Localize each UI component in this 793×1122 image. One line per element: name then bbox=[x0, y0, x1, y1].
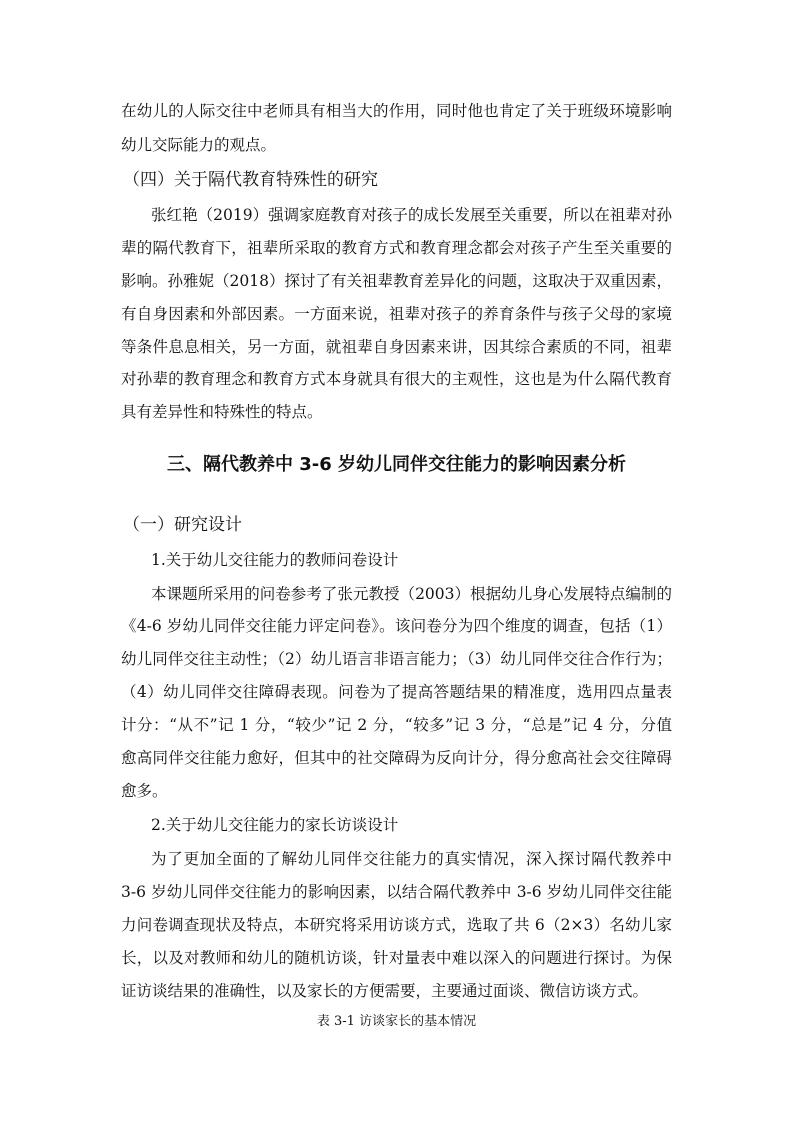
body-text-line: 等条件息息相关，另一方面，就祖辈自身因素来讲，因其综合素质的不同，祖辈 bbox=[121, 338, 672, 356]
body-text-line: 长，以及对教师和幼儿的随机访谈，针对量表中难以深入的问题进行探讨。为保 bbox=[121, 949, 672, 967]
body-text-line: 对孙辈的教育理念和教育方式本身就具有很大的主观性，这也是为什么隔代教育 bbox=[121, 370, 672, 388]
body-text-line: 本课题所采用的问卷参考了张元教授（2003）根据幼儿身心发展特点编制的 bbox=[151, 585, 672, 603]
body-text-line: 幼儿交际能力的观点。 bbox=[121, 136, 277, 154]
body-text-line: 证访谈结果的准确性，以及家长的方便需要，主要通过面谈、微信访谈方式。 bbox=[121, 982, 649, 1000]
body-text-line: 在幼儿的人际交往中老师具有相当大的作用，同时他也肯定了关于班级环境影响 bbox=[121, 102, 672, 120]
body-text-line: 《4-6 岁幼儿同伴交往能力评定问卷》。该问卷分为四个维度的调查，包括（1） bbox=[121, 617, 672, 635]
section-heading: （四）关于隔代教育特殊性的研究 bbox=[123, 170, 378, 190]
subsection-title: 1.关于幼儿交往能力的教师问卷设计 bbox=[151, 551, 399, 569]
table-caption: 表 3-1 访谈家长的基本情况 bbox=[316, 1014, 477, 1029]
subsection-title: 2.关于幼儿交往能力的家长访谈设计 bbox=[151, 816, 399, 834]
body-text-line: （4）幼儿同伴交往障碍表现。问卷为了提高答题结果的精准度，选用四点量表 bbox=[121, 683, 672, 701]
body-text-line: 有自身因素和外部因素。一方面来说，祖辈对孩子的养育条件与孩子父母的家境 bbox=[121, 305, 672, 323]
body-text-line: 力问卷调查现状及特点，本研究将采用访谈方式，选取了共 6（2×3）名幼儿家 bbox=[121, 916, 672, 934]
body-text-line: 张红艳（2019）强调家庭教育对孩子的成长发展至关重要，所以在祖辈对孙 bbox=[151, 206, 672, 224]
body-text-line: 辈的隔代教育下，祖辈所采取的教育方式和教育理念都会对孩子产生至关重要的 bbox=[121, 239, 672, 257]
body-text-line: 影响。孙雅妮（2018）探讨了有关祖辈教育差异化的问题，这取决于双重因素， bbox=[121, 272, 672, 290]
body-text-line: 计分：“从不”记 1 分，“较少”记 2 分，“较多”记 3 分，“总是”记 4 分，分值 bbox=[121, 716, 672, 734]
chapter-heading: 三、隔代教养中 3-6 岁幼儿同伴交往能力的影响因素分析 bbox=[166, 454, 627, 475]
body-text-line: 具有差异性和特殊性的特点。 bbox=[121, 403, 323, 421]
body-text-line: 愈多。 bbox=[121, 782, 168, 800]
body-text-line: 愈高同伴交往能力愈好，但其中的社交障碍为反向计分，得分愈高社会交往障碍 bbox=[121, 749, 672, 767]
body-text-line: 幼儿同伴交往主动性；（2）幼儿语言非语言能力；（3）幼儿同伴交往合作行为； bbox=[121, 650, 672, 668]
body-text-line: 3-6 岁幼儿同伴交往能力的影响因素，以结合隔代教养中 3-6 岁幼儿同伴交往能 bbox=[121, 883, 672, 901]
body-text-line: 为了更加全面的了解幼儿同伴交往能力的真实情况，深入探讨隔代教养中 bbox=[151, 850, 672, 868]
section-heading: （一）研究设计 bbox=[123, 515, 242, 535]
